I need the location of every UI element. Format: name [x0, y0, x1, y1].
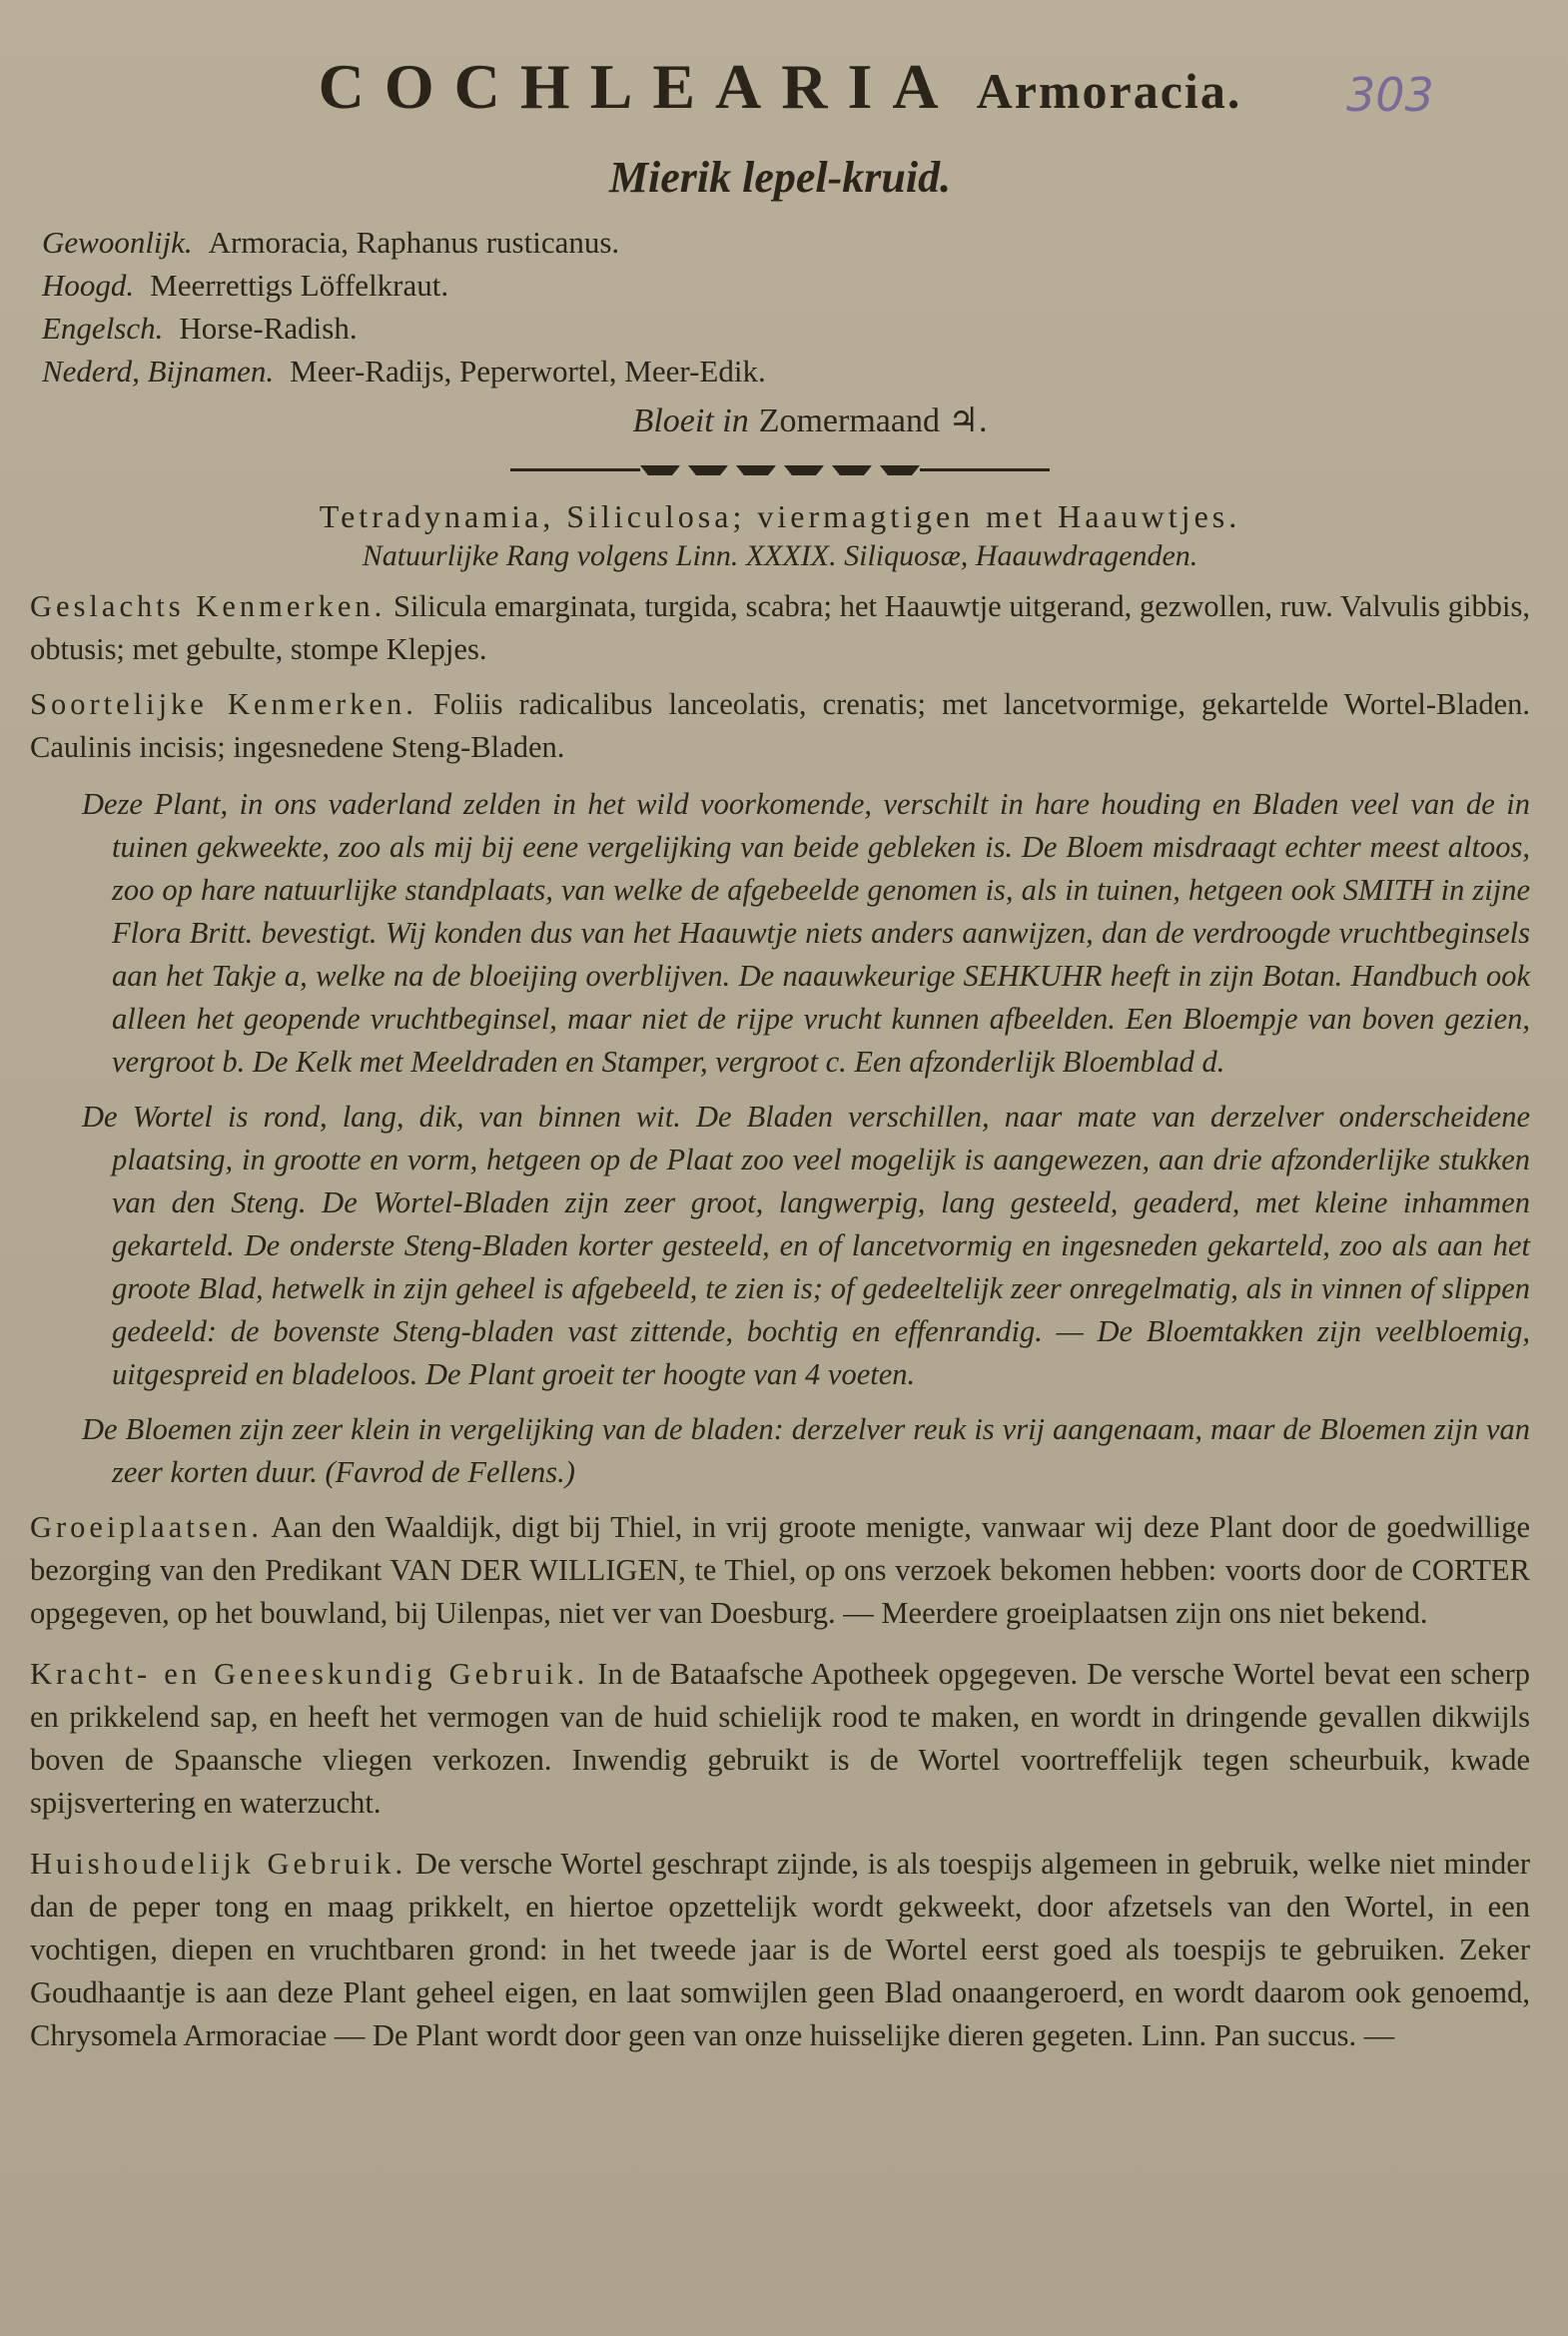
- common-names: [42, 221, 1530, 392]
- section-heading: Kracht- en Geneeskundig Gebruik.: [30, 1657, 589, 1691]
- name-row: [42, 221, 1530, 264]
- name-value: Meer-Radijs, Peperwortel, Meer-Edik.: [290, 354, 766, 389]
- page-number: 303: [1346, 68, 1434, 122]
- genus-title: COCHLEARIA: [318, 51, 959, 122]
- section-text: Silicula emarginata, turgida, scabra; het Haauwtje uitgerand, gezwollen, ruw. Valvulis gibbis, obtusis; met gebulte, stompe Klepjes.: [30, 589, 1530, 666]
- title-row: [30, 50, 1530, 130]
- name-label: Nederd, Bijnamen.: [42, 354, 275, 389]
- groeiplaatsen: [30, 1506, 1530, 1635]
- bloom-line: [90, 400, 1530, 440]
- section-text: In de Bataafsche Apotheek opgegeven. De versche Wortel bevat een scherp en prikkelend sap, en heeft het vermogen van de huid schielijk rood te maken, en wordt in dringende gevallen dikwijls boven de Spaansche vliegen verkozen. Inwendig gebruikt is de Wortel voortreffelijk tegen scheurbuik, kwade spijsvertering en waterzucht.: [30, 1657, 1530, 1820]
- section-text: De versche Wortel geschrapt zijnde, is als toespijs algemeen in gebruik, welke niet minder dan de peper tong en maag prikkelt, en hiertoe opzettelijk wordt gekweekt, door afzetsels van den Wortel, in een vochtigen, diepen en vruchtbaren grond: in het tweede jaar is de Wortel eerst goed als toespijs te gebruiken. Zeker Goudhaantje is aan deze Plant geheel eigen, en laat somwijlen geen Blad onaangeroerd, en wordt daarom ook genoemd, Chrysomela Armoraciae — De Plant wordt door geen van onze huisselijke dieren gegeten. Linn. Pan succus. —: [30, 1847, 1531, 2052]
- dutch-name: Mierik lepel-kruid.: [608, 153, 952, 202]
- description-paragraph: Deze Plant, in ons vaderland zelden in het wild voorkomende, verschilt in hare houding en Bladen veel van de in tuinen gekweekte, zoo als mij bij eene vergelijking van beide gebleken is. De Bloem misdraagt echter meest altoos, zoo op hare natuurlijke standplaats, van welke de afgebeelde genomen is, als in tuinen, hetgeen ook SMITH in zijne Flora Britt. bevestigt. Wij konden dus van het Haauwtje niets anders aanwijzen, dan de verdroogde vruchtbeginsels aan het Takje a, welke na de bloeijing overblijven. De naauwkeurige SEHKUHR heeft in zijn Botan. Handbuch ook alleen het geopende vruchtbeginsel, maar niet de rijpe vrucht kunnen afbeelden. Een Bloempje van boven gezien, vergroot b. De Kelk met Meeldraden en Stamper, vergroot c. Een afzonderlijk Bloemblad d.: [82, 787, 1530, 1079]
- name-row: [42, 350, 1530, 392]
- species-title: Armoracia.: [976, 63, 1242, 119]
- bloom-value: Zomermaand ♃.: [758, 402, 988, 439]
- huishoudelijk-gebruik: [30, 1843, 1530, 2057]
- ornamental-divider: [510, 462, 1050, 478]
- geslachts-kenmerken: [30, 585, 1530, 671]
- name-label: Engelsch.: [42, 311, 164, 346]
- name-row: [42, 307, 1530, 350]
- soortelijke-kenmerken: [30, 683, 1530, 769]
- section-heading: Soortelijke Kenmerken.: [30, 687, 417, 721]
- section-text: Aan den Waaldijk, digt bij Thiel, in vrij groote menigte, vanwaar wij deze Plant door de goedwillige bezorging van den Predikant VAN DER WILLIGEN, te Thiel, op ons verzoek bekomen hebben: voorts door de CORTER opgegeven, op het bouwland, bij Uilenpas, niet ver van Doesburg. — Meerdere groeiplaatsen zijn ons niet bekend.: [30, 1510, 1530, 1630]
- description-paragraph: De Wortel is rond, lang, dik, van binnen wit. De Bladen verschillen, naar mate van derzelver onderscheidene plaatsing, in grootte en vorm, hetgeen op de Plaat zoo veel mogelijk is aangewezen, aan drie afzonderlijke stukken van den Steng. De Wortel-Bladen zijn zeer groot, langwerpig, lang gesteeld, geaderd, met kleine inhammen gekarteld. De onderste Steng-Bladen korter gesteeld, en of lancetvormig en ingesneden gekarteld, zoo als aan het groote Blad, hetwelk in zijn geheel is afgebeeld, te zien is; of gedeeltelijk zeer onregelmatig, als in vinnen of slippen gedeeld: de bovenste Steng-bladen vast zittende, bochtig en effenrandig. — De Bloemtakken zijn veelbloemig, uitgespreid en bladeloos. De Plant groeit ter hoogte van 4 voeten.: [82, 1100, 1530, 1391]
- kracht-geneeskundig-gebruik: [30, 1653, 1530, 1825]
- section-heading: Geslachts Kenmerken.: [30, 589, 387, 623]
- name-value: Horse-Radish.: [179, 311, 358, 346]
- name-label: Hoogd.: [42, 268, 135, 303]
- description-paragraph: De Bloemen zijn zeer klein in vergelijking van de bladen: derzelver reuk is vrij aangenaam, maar de Bloemen zijn van zeer korten duur. (Favrod de Fellens.): [82, 1412, 1530, 1489]
- natural-rank: Natuurlijke Rang volgens Linn. XXXIX. Siliquosæ, Haauwdragenden.: [362, 539, 1198, 572]
- name-value: Meerrettigs Löffelkraut.: [150, 268, 449, 303]
- bloom-label: Bloeit in: [632, 402, 749, 439]
- section-heading: Groeiplaatsen.: [30, 1510, 263, 1544]
- name-value: Armoracia, Raphanus rusticanus.: [208, 225, 620, 260]
- classification: Tetradynamia, Siliculosa; viermagtigen met Haauwtjes.: [319, 498, 1241, 534]
- section-heading: Huishoudelijk Gebruik.: [30, 1847, 407, 1881]
- name-label: Gewoonlijk.: [42, 225, 193, 260]
- section-text: Foliis radicalibus lanceolatis, crenatis; met lancetvormige, gekartelde Wortel-Bladen. Caulinis incisis; ingesnedene Steng-Bladen.: [30, 687, 1531, 764]
- name-row: [42, 264, 1530, 307]
